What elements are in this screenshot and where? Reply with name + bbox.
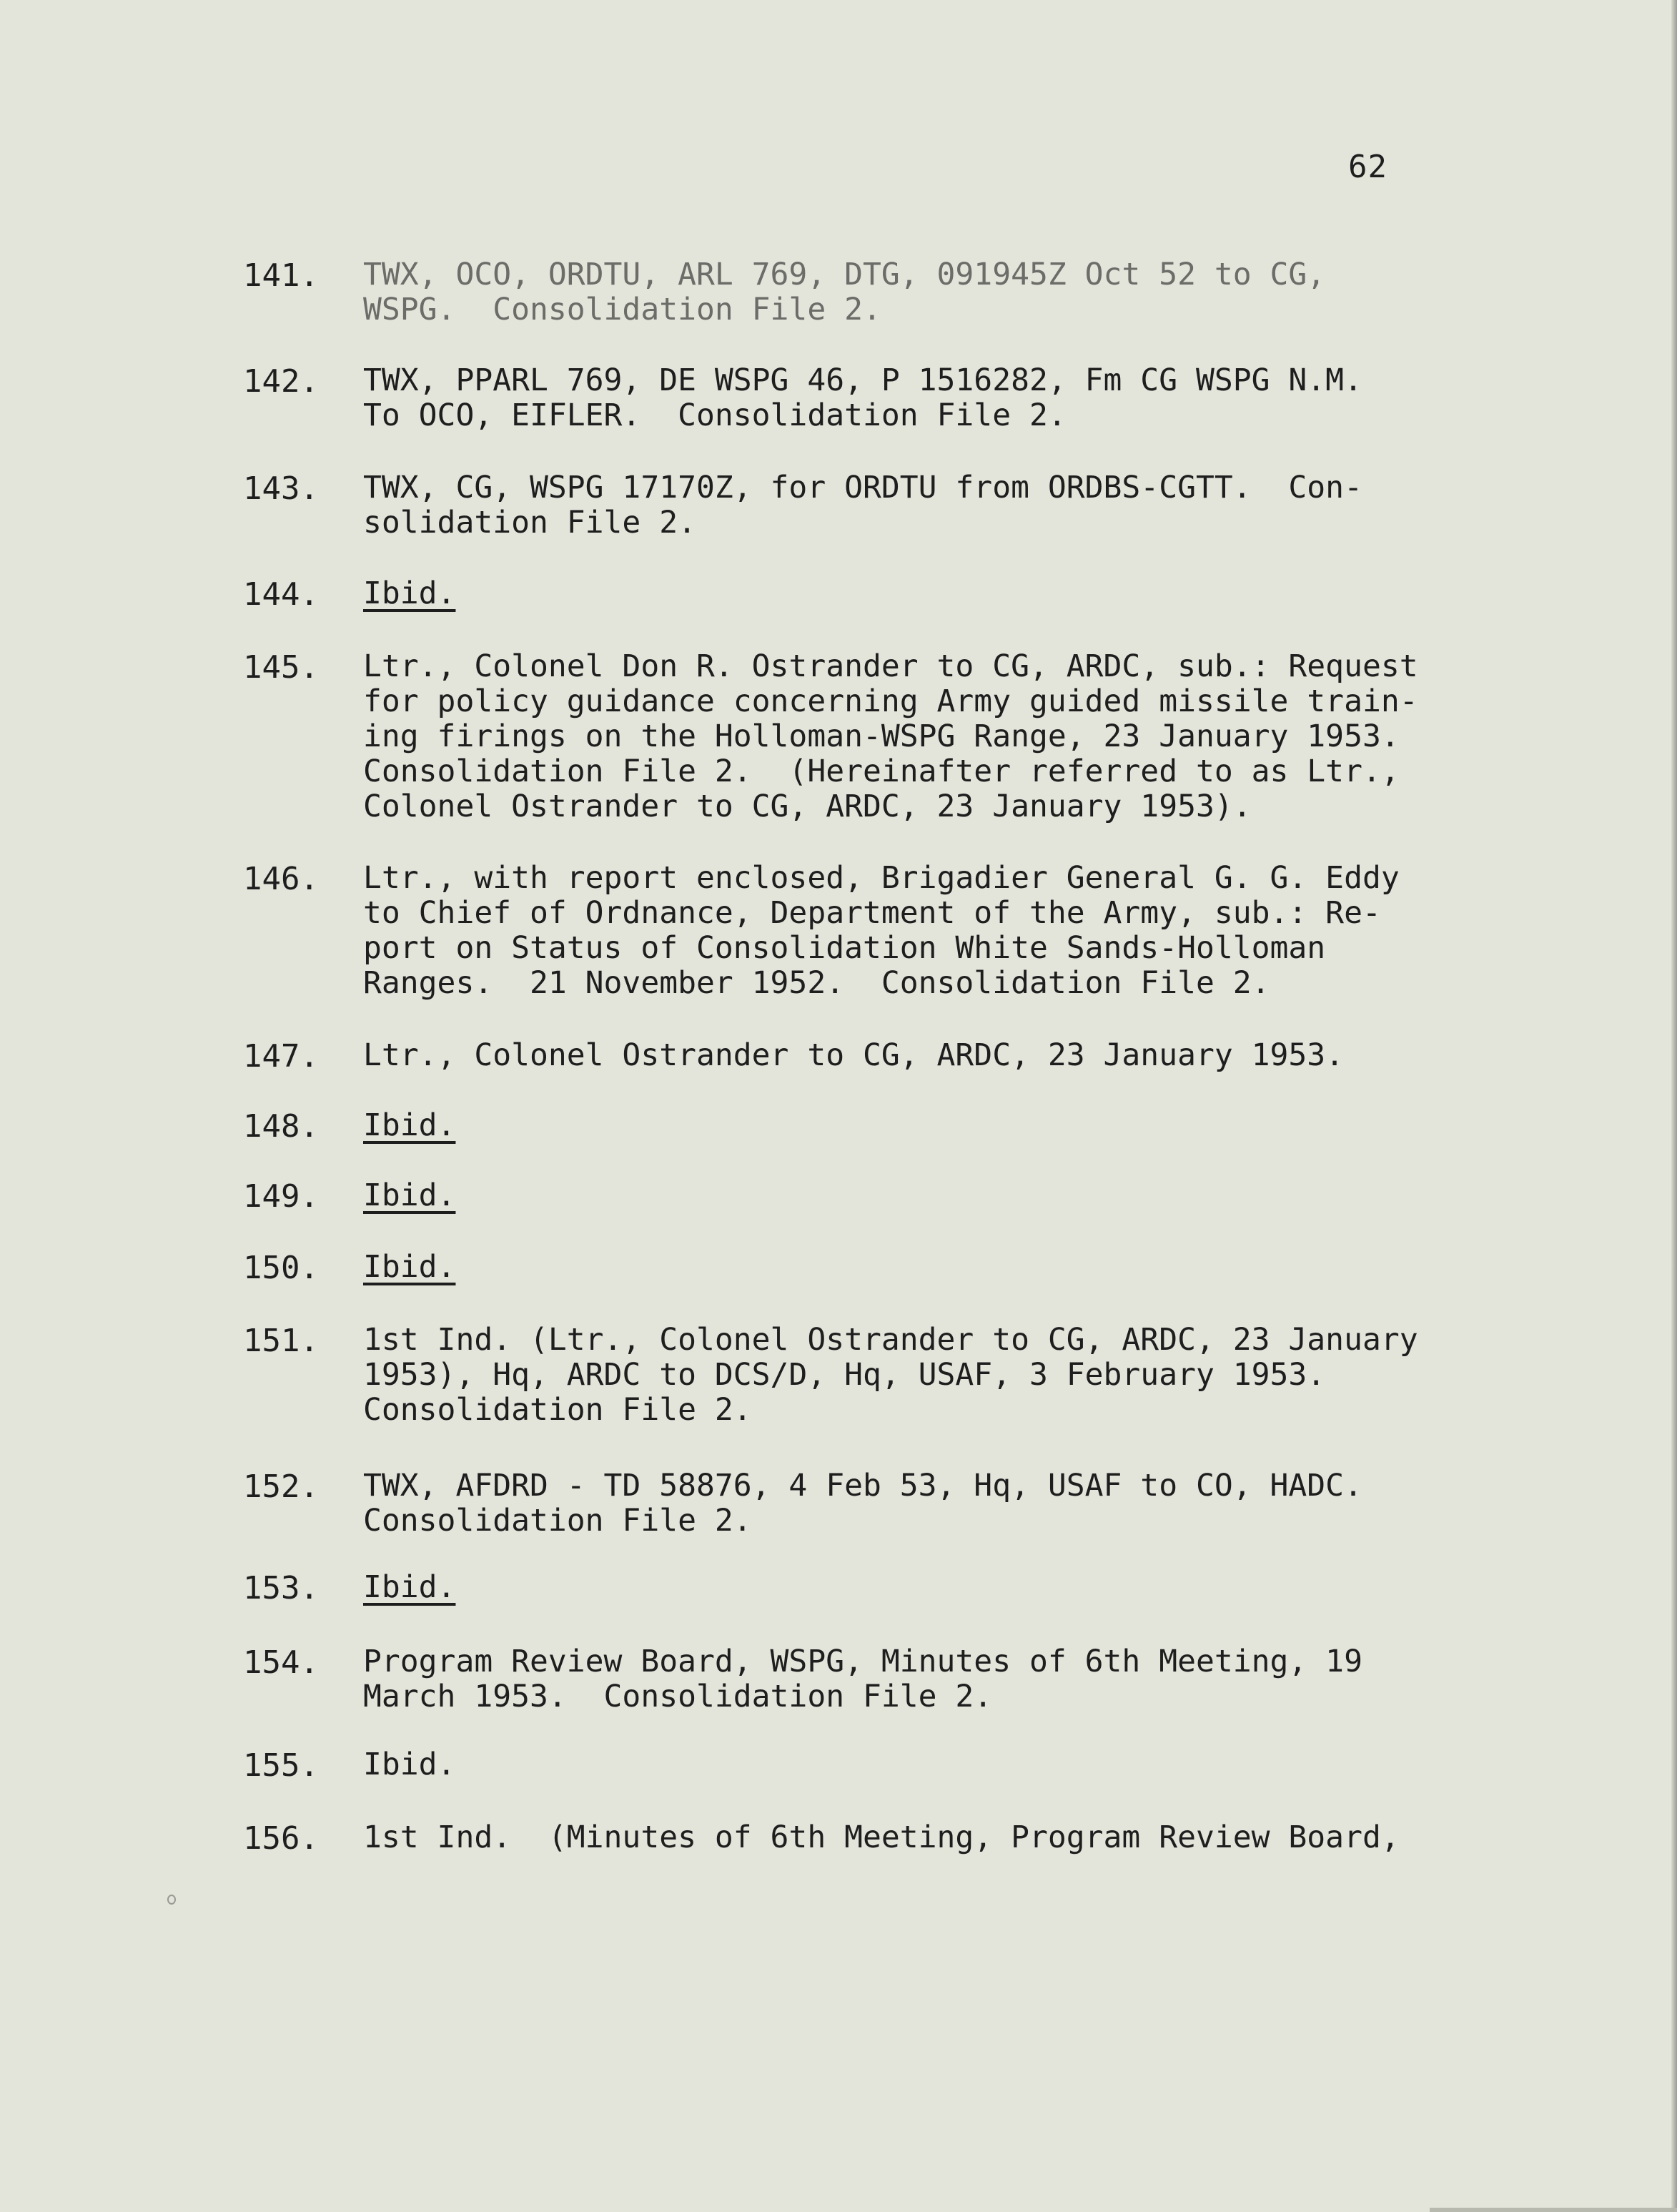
footnote-line: Consolidation File 2. (363, 1503, 752, 1539)
footnote-number: 152. (243, 1468, 319, 1505)
scan-speck (167, 1895, 176, 1905)
footnote-line: Program Review Board, WSPG, Minutes of 6th Meeting, 19 (363, 1644, 1362, 1679)
footnote-line: solidation File 2. (363, 505, 696, 540)
footnote-line: 1953), Hq, ARDC to DCS/D, Hq, USAF, 3 February 1953. (363, 1357, 1326, 1393)
footnote-line: Ibid. (363, 1249, 456, 1285)
footnote-number: 151. (243, 1323, 319, 1359)
footnote-number: 147. (243, 1038, 319, 1075)
footnote-line: To OCO, EIFLER. Consolidation File 2. (363, 398, 1067, 433)
footnote-line: TWX, PPARL 769, DE WSPG 46, P 1516282, Fm CG WSPG N.M. (363, 362, 1362, 398)
footnote-text (363, 649, 1435, 824)
page-bottom-edge (1430, 2208, 1677, 2212)
page-number: 62 (1348, 149, 1387, 185)
footnote-line: Ibid. (363, 1569, 456, 1605)
footnote-number: 150. (243, 1250, 319, 1286)
footnote-line: Ibid. (363, 1747, 456, 1782)
footnote-line: Ltr., Colonel Don R. Ostrander to CG, ARDC, sub.: Request (363, 648, 1418, 684)
footnote-line: Ltr., Colonel Ostrander to CG, ARDC, 23 January 1953. (363, 1037, 1345, 1073)
footnote-line: TWX, AFDRD - TD 58876, 4 Feb 53, Hq, USAF to CO, HADC. (363, 1468, 1362, 1504)
footnote-line: Ibid. (363, 1107, 456, 1143)
footnote-line: 1st Ind. (Minutes of 6th Meeting, Program Review Board, (363, 1820, 1400, 1855)
footnote-line: Ltr., with report enclosed, Brigadier General G. G. Eddy (363, 860, 1400, 896)
page-edge-shadow (1671, 0, 1677, 2212)
footnote-number: 156. (243, 1820, 319, 1857)
footnote-text (363, 470, 1435, 540)
footnote-line: Ranges. 21 November 1952. Consolidation File 2. (363, 965, 1270, 1001)
footnote-line: March 1953. Consolidation File 2. (363, 1679, 993, 1714)
footnote-text (363, 1644, 1435, 1714)
footnote-number: 143. (243, 470, 319, 507)
footnote-text (363, 1250, 1435, 1285)
footnote-text (363, 861, 1435, 1001)
footnote-line: 1st Ind. (Ltr., Colonel Ostrander to CG, ARDC, 23 January (363, 1322, 1418, 1358)
footnote-number: 145. (243, 649, 319, 686)
footnote-number: 153. (243, 1570, 319, 1606)
footnote-line: Ibid. (363, 576, 456, 611)
footnote-text (363, 1323, 1435, 1428)
footnote-text (363, 1178, 1435, 1213)
footnote-line: Consolidation File 2. (363, 1392, 752, 1428)
footnote-line: Consolidation File 2. (Hereinafter referred to as Ltr., (363, 754, 1400, 789)
footnote-line: ing firings on the Holloman-WSPG Range, 23 January 1953. (363, 719, 1400, 754)
footnote-line: for policy guidance concerning Army guided missile train- (363, 683, 1418, 719)
footnote-text (363, 1570, 1435, 1605)
footnote-text (363, 1468, 1435, 1539)
footnote-text (363, 363, 1435, 433)
footnote-number: 142. (243, 363, 319, 400)
footnote-line: port on Status of Consolidation White Sands-Holloman (363, 930, 1326, 966)
footnote-text (363, 1038, 1435, 1073)
footnote-line: TWX, OCO, ORDTU, ARL 769, DTG, 091945Z Oct 52 to CG, (363, 257, 1326, 292)
footnote-number: 148. (243, 1108, 319, 1145)
footnote-number: 155. (243, 1747, 319, 1784)
footnote-line: Colonel Ostrander to CG, ARDC, 23 January 1953). (363, 789, 1252, 824)
footnote-line: to Chief of Ordnance, Department of the Army, sub.: Re- (363, 895, 1381, 931)
footnote-number: 154. (243, 1644, 319, 1681)
footnote-text (363, 257, 1435, 327)
footnote-line: Ibid. (363, 1177, 456, 1213)
footnote-number: 144. (243, 576, 319, 613)
footnote-text (363, 1820, 1435, 1855)
footnote-line: WSPG. Consolidation File 2. (363, 292, 881, 327)
footnote-text (363, 1108, 1435, 1143)
footnote-number: 149. (243, 1178, 319, 1215)
footnote-line: TWX, CG, WSPG 17170Z, for ORDTU from ORDBS-CGTT. Con- (363, 470, 1362, 505)
footnote-text (363, 576, 1435, 611)
footnote-number: 141. (243, 257, 319, 294)
footnote-number: 146. (243, 861, 319, 897)
footnote-text (363, 1747, 1435, 1782)
